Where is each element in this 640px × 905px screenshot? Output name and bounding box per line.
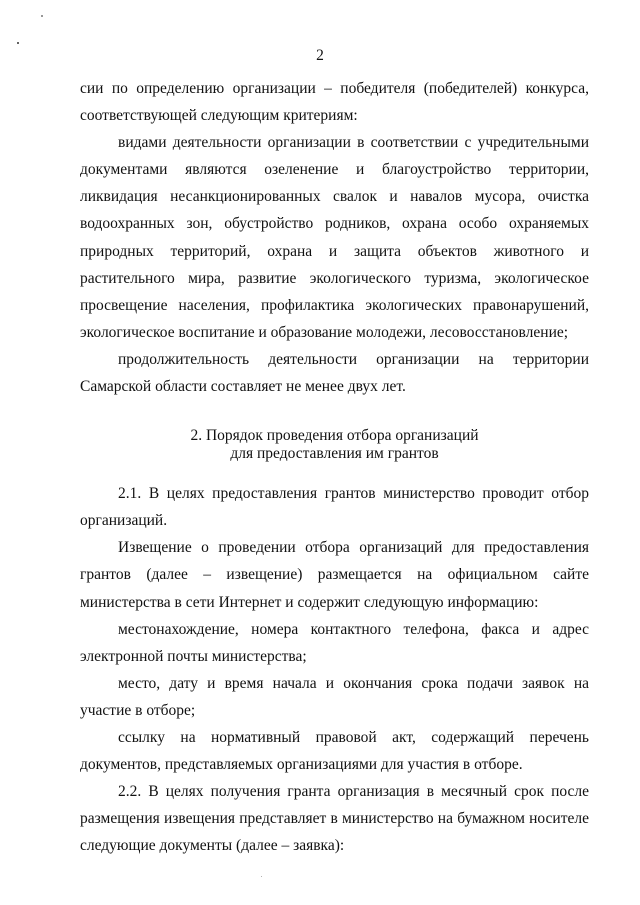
section-heading-line-1: 2. Порядок проведения отбора организаций <box>190 427 479 445</box>
scan-speck <box>261 876 262 877</box>
paragraph-activity-types: видами деятельности организации в соответствии с учредительными документами являются озеленение и благоустройство территории, ликвидация несанкционированных свалок и навалов мусора, очистка водоохранных зон, обустройство родников, охрана особо охраняемых природных территорий, охрана и защита объектов животного и растительного мира, развитие экологического туризма, экологическое просвещение населения, профилактика экологических правонарушений, экологическое воспитание и образование молодежи, лесовосстановление; <box>80 134 589 341</box>
paragraph-notice-location: местонахождение, номера контактного телефона, факса и адрес электронной почты министерства; <box>80 620 589 665</box>
paragraph-notice-link: ссылку на нормативный правовой акт, содержащий перечень документов, представляемых организациями для участия в отборе. <box>80 728 589 774</box>
page-number: 2 <box>316 47 324 64</box>
paragraph-2-1: 2.1. В целях предоставления грантов министерство проводит отбор организаций. <box>80 485 589 530</box>
paragraph-notice-dates: место, дату и время начала и окончания срока подачи заявок на участие в отборе; <box>80 674 589 719</box>
section-heading-line-2: для предоставления им грантов <box>230 445 439 463</box>
paragraph-continuation: сии по определению организации – победителя (победителей) конкурса, соответствующей следующим критериям: <box>80 80 589 125</box>
paragraph-2-2: 2.2. В целях получения гранта организация в месячный срок после размещения извещения представляет в министерство на бумажном носителе следующие документы (далее – заявка): <box>80 783 589 855</box>
section-heading <box>80 427 589 463</box>
paragraph-notice: Извещение о проведении отбора организаций для предоставления грантов (далее – извещение) размещается на официальном сайте министерства в сети Интернет и содержит следующую информацию: <box>80 539 589 611</box>
paragraph-activity-duration: продолжительность деятельности организации на территории Самарской области составляет не менее двух лет. <box>80 350 589 396</box>
scan-speck <box>41 15 43 17</box>
document-body <box>80 75 589 859</box>
scan-speck <box>17 42 19 44</box>
